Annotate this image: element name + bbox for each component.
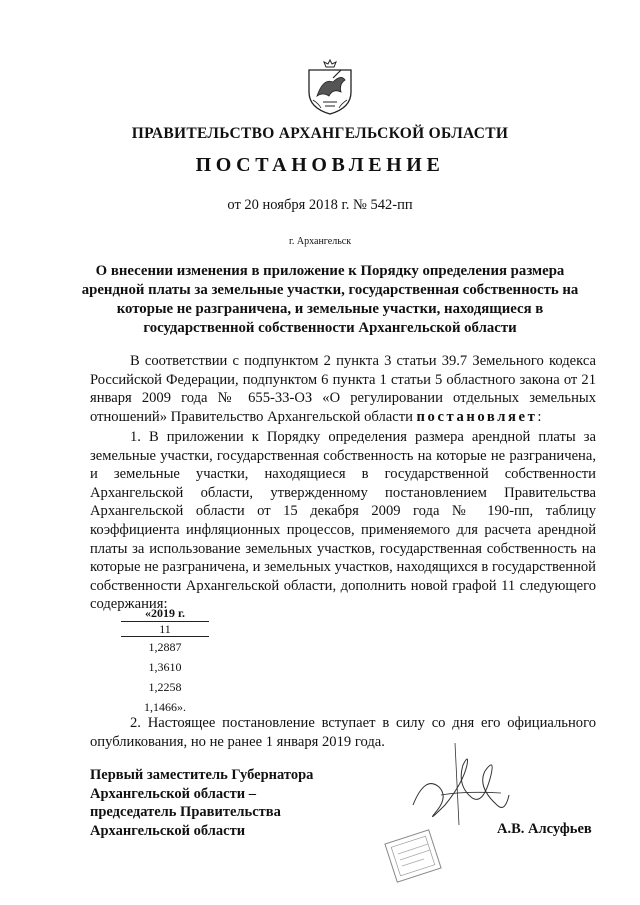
preamble-paragraph: [90, 352, 596, 426]
coefficient-table: [121, 606, 209, 717]
signer-position-line: Архангельской области –: [90, 785, 256, 802]
document-city: г. Архангельск: [288, 236, 352, 247]
signer-position-line: председатель Правительства: [90, 804, 281, 820]
signer-name: А.В. Алсуфьев: [497, 821, 592, 837]
signer-position: [90, 766, 313, 840]
preamble-text: В соответствии с подпунктом 2 пункта 3 статьи 39.7 Земельного кодекса Российской Федерации, подпунктом 6 пункта 1 статьи 5 областного закона от 21 января 2009 года № 655-33-ОЗ «О регулировании отдельных земельных отношений» Правительство Архангельской области: [90, 353, 596, 425]
coefficient-value: 1,2258: [148, 680, 182, 694]
preamble-colon: :: [537, 408, 542, 425]
coat-of-arms-icon: [303, 56, 357, 116]
coefficient-value: 1,3610: [148, 660, 182, 674]
signer-position-line: Архангельской области: [90, 822, 246, 839]
document-type: ПОСТАНОВЛЕНИЕ: [195, 154, 445, 176]
item-1-paragraph: [90, 428, 596, 614]
official-stamp-icon: [384, 828, 442, 886]
coefficient-table-header: «2019 г.: [121, 606, 209, 622]
handwritten-signature-icon: [405, 735, 515, 830]
coefficient-value: 1,1466».: [144, 700, 186, 714]
item-2-text: 2. Настоящее постановление вступает в силу со дня его официального опубликования, но не ранее 1 января 2019 года.: [90, 715, 596, 750]
organization-name: ПРАВИТЕЛЬСТВО АРХАНГЕЛЬСКОЙ ОБЛАСТИ: [131, 125, 509, 142]
document-date-number: от 20 ноября 2018 г. № 542-пп: [227, 197, 413, 213]
decree-word: постановляет: [416, 408, 538, 425]
document-title: О внесении изменения в приложение к Порядку определения размера арендной платы за земельные участки, государственная собственность на которые не разграничена, и земельные участки, находящиеся в государственной собственности Архангельской области: [81, 263, 579, 336]
coefficient-column-number: 11: [121, 622, 209, 637]
signer-position-line: Первый заместитель Губернатора: [90, 767, 314, 783]
item-1-text: 1. В приложении к Порядку определения размера арендной платы за земельные участки, государственная собственность на которые не разграничена, и земельные участки, находящиеся в государственной собственности Архангельской области, утвержденному постановлением Правительства Архангельской области от 15 декабря 2009 года № 190-пп, таблицу коэффициента инфляционных процессов, применяемого для расчета арендной платы за использование земельных участков, государственная собственность на которые не разграничена, и земельных участков, находящихся в государственной собственности Архангельской области, дополнить новой графой 11 следующего содержания:: [90, 429, 596, 613]
item-2-paragraph: [90, 714, 596, 751]
coefficient-value: 1,2887: [148, 640, 182, 654]
